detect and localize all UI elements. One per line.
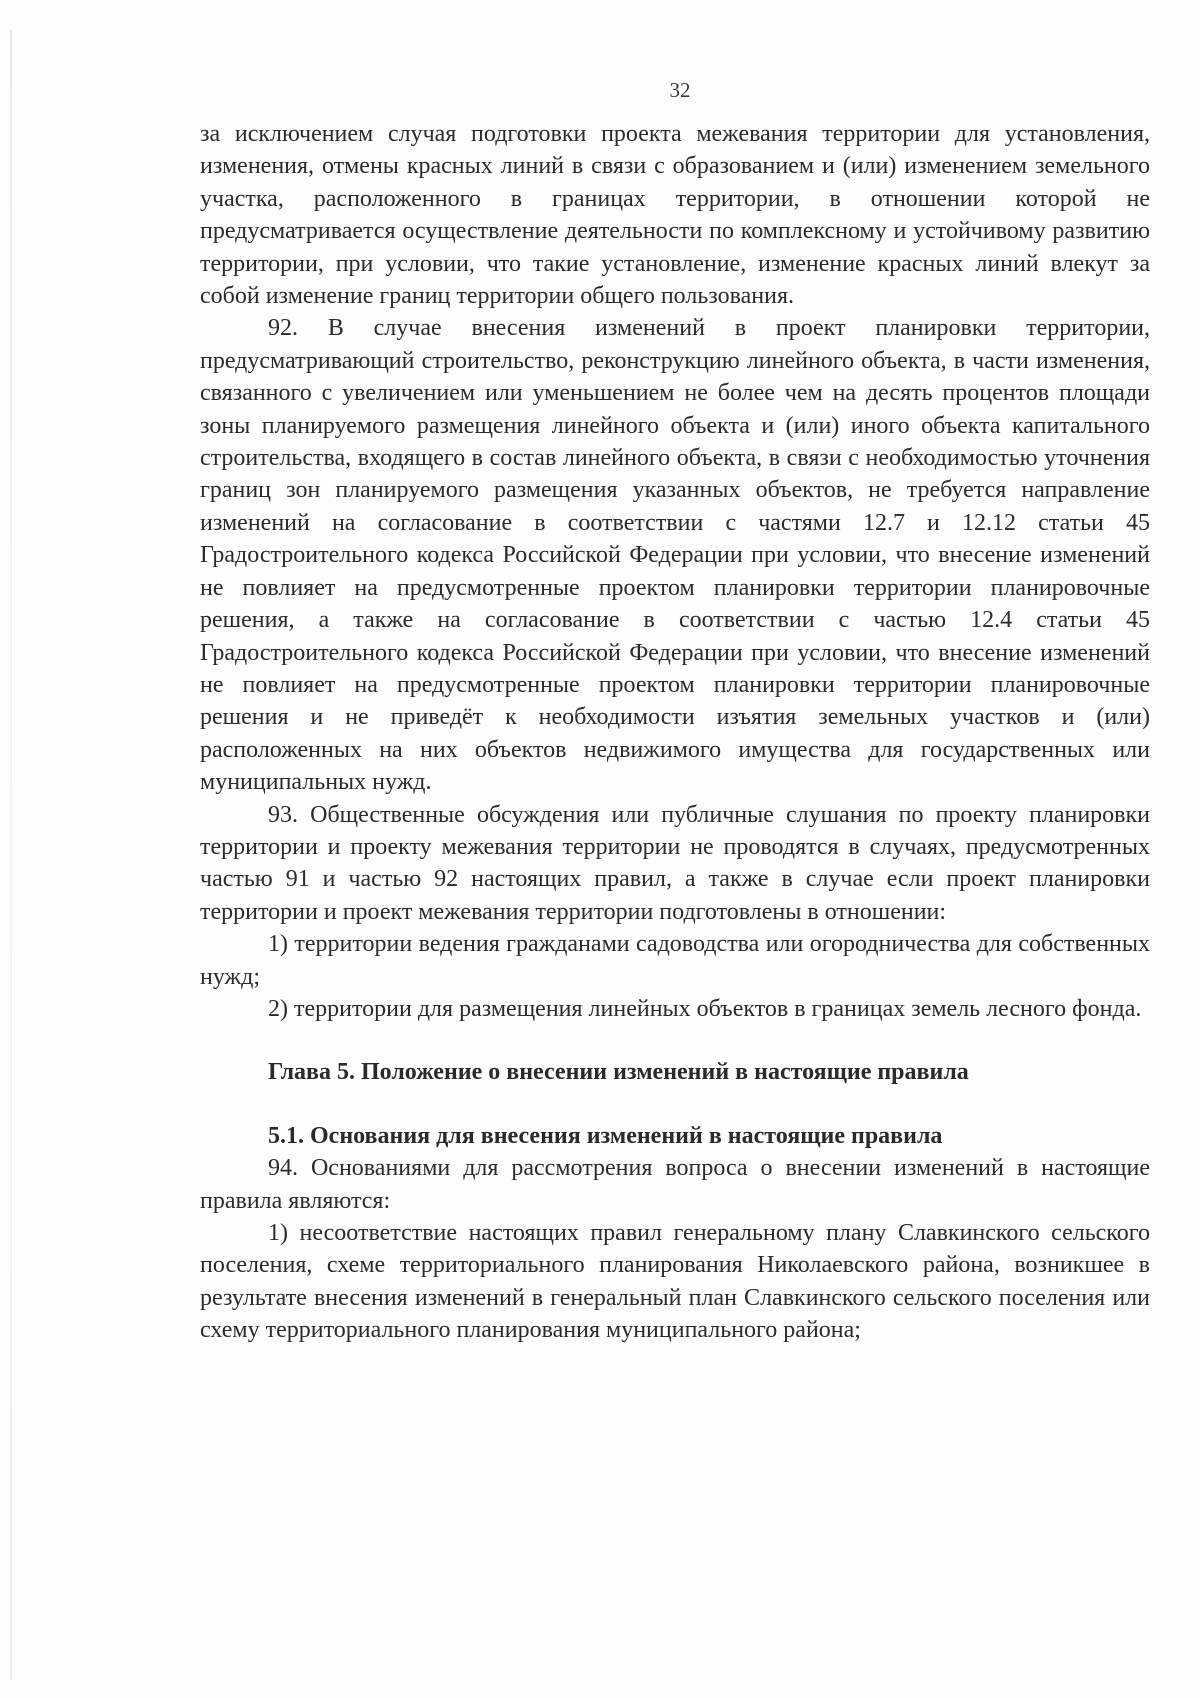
list-item-93-1: 1) территории ведения гражданами садоводства или огородничества для собственных нужд; <box>200 931 1150 990</box>
scan-edge-shadow <box>10 30 12 1680</box>
list-item-93-2: 2) территории для размещения линейных объектов в границах земель лесного фонда. <box>268 995 1142 1022</box>
paragraph-93: 93. Общественные обсуждения или публичные слушания по проекту планировки территории и проекту межевания территории не проводятся в случаях, предусмотренных частью 91 и частью 92 настоящих правил, а также в случае если проект планировки территории и проект межевания территории подготовлены в отношении: <box>200 801 1150 925</box>
paragraph-94: 94. Основаниями для рассмотрения вопроса о внесении изменений в настоящие правила являются: <box>200 1155 1150 1214</box>
document-body <box>200 118 1150 1347</box>
page-number: 32 <box>669 78 691 102</box>
list-item-94-1: 1) несоответствие настоящих правил генеральному плану Славкинского сельского поселения, схеме территориального планирования Николаевского района, возникшее в результате внесения изменений в генеральный план Славкинского сельского поселения или схему территориального планирования муниципального района; <box>200 1220 1150 1344</box>
chapter-heading: Глава 5. Положение о внесении изменений в настоящие правила <box>268 1059 969 1086</box>
paragraph-92: 92. В случае внесения изменений в проект планировки территории, предусматривающий строительство, реконструкцию линейного объекта, в части изменения, связанного с увеличением или уменьшением не более чем на десять процентов площади зоны планируемого размещения линейного объекта и (или) иного объекта капитального строительства, входящего в состав линейного объекта, в связи с необходимостью уточнения границ зон планируемого размещения указанных объектов, не требуется направление изменений на согласование в соответствии с частями 12.7 и 12.12 статьи 45 Градостроительного кодекса Российской Федерации при условии, что внесение изменений не повлияет на предусмотренные проектом планировки территории планировочные решения, а также на согласование в соответствии с частью 12.4 статьи 45 Градостроительного кодекса Российской Федерации при условии, что внесение изменений не повлияет на предусмотренные проектом планировки территории планировочные решения и не приведёт к необходимости изъятия земельных участков и (или) расположенных на них объектов недвижимого имущества для государственных или муниципальных нужд. <box>200 315 1150 796</box>
paragraph-continuation: за исключением случая подготовки проекта межевания территории для установления, изменения, отмены красных линий в связи с образованием и (или) изменением земельного участка, расположенного в границах территории, в отношении которой не предусматривается осуществление деятельности по комплексному и устойчивому развитию территории, при условии, что такие установление, изменение красных линий влекут за собой изменение границ территории общего пользования. <box>200 121 1150 310</box>
section-heading: 5.1. Основания для внесения изменений в настоящие правила <box>268 1122 943 1149</box>
